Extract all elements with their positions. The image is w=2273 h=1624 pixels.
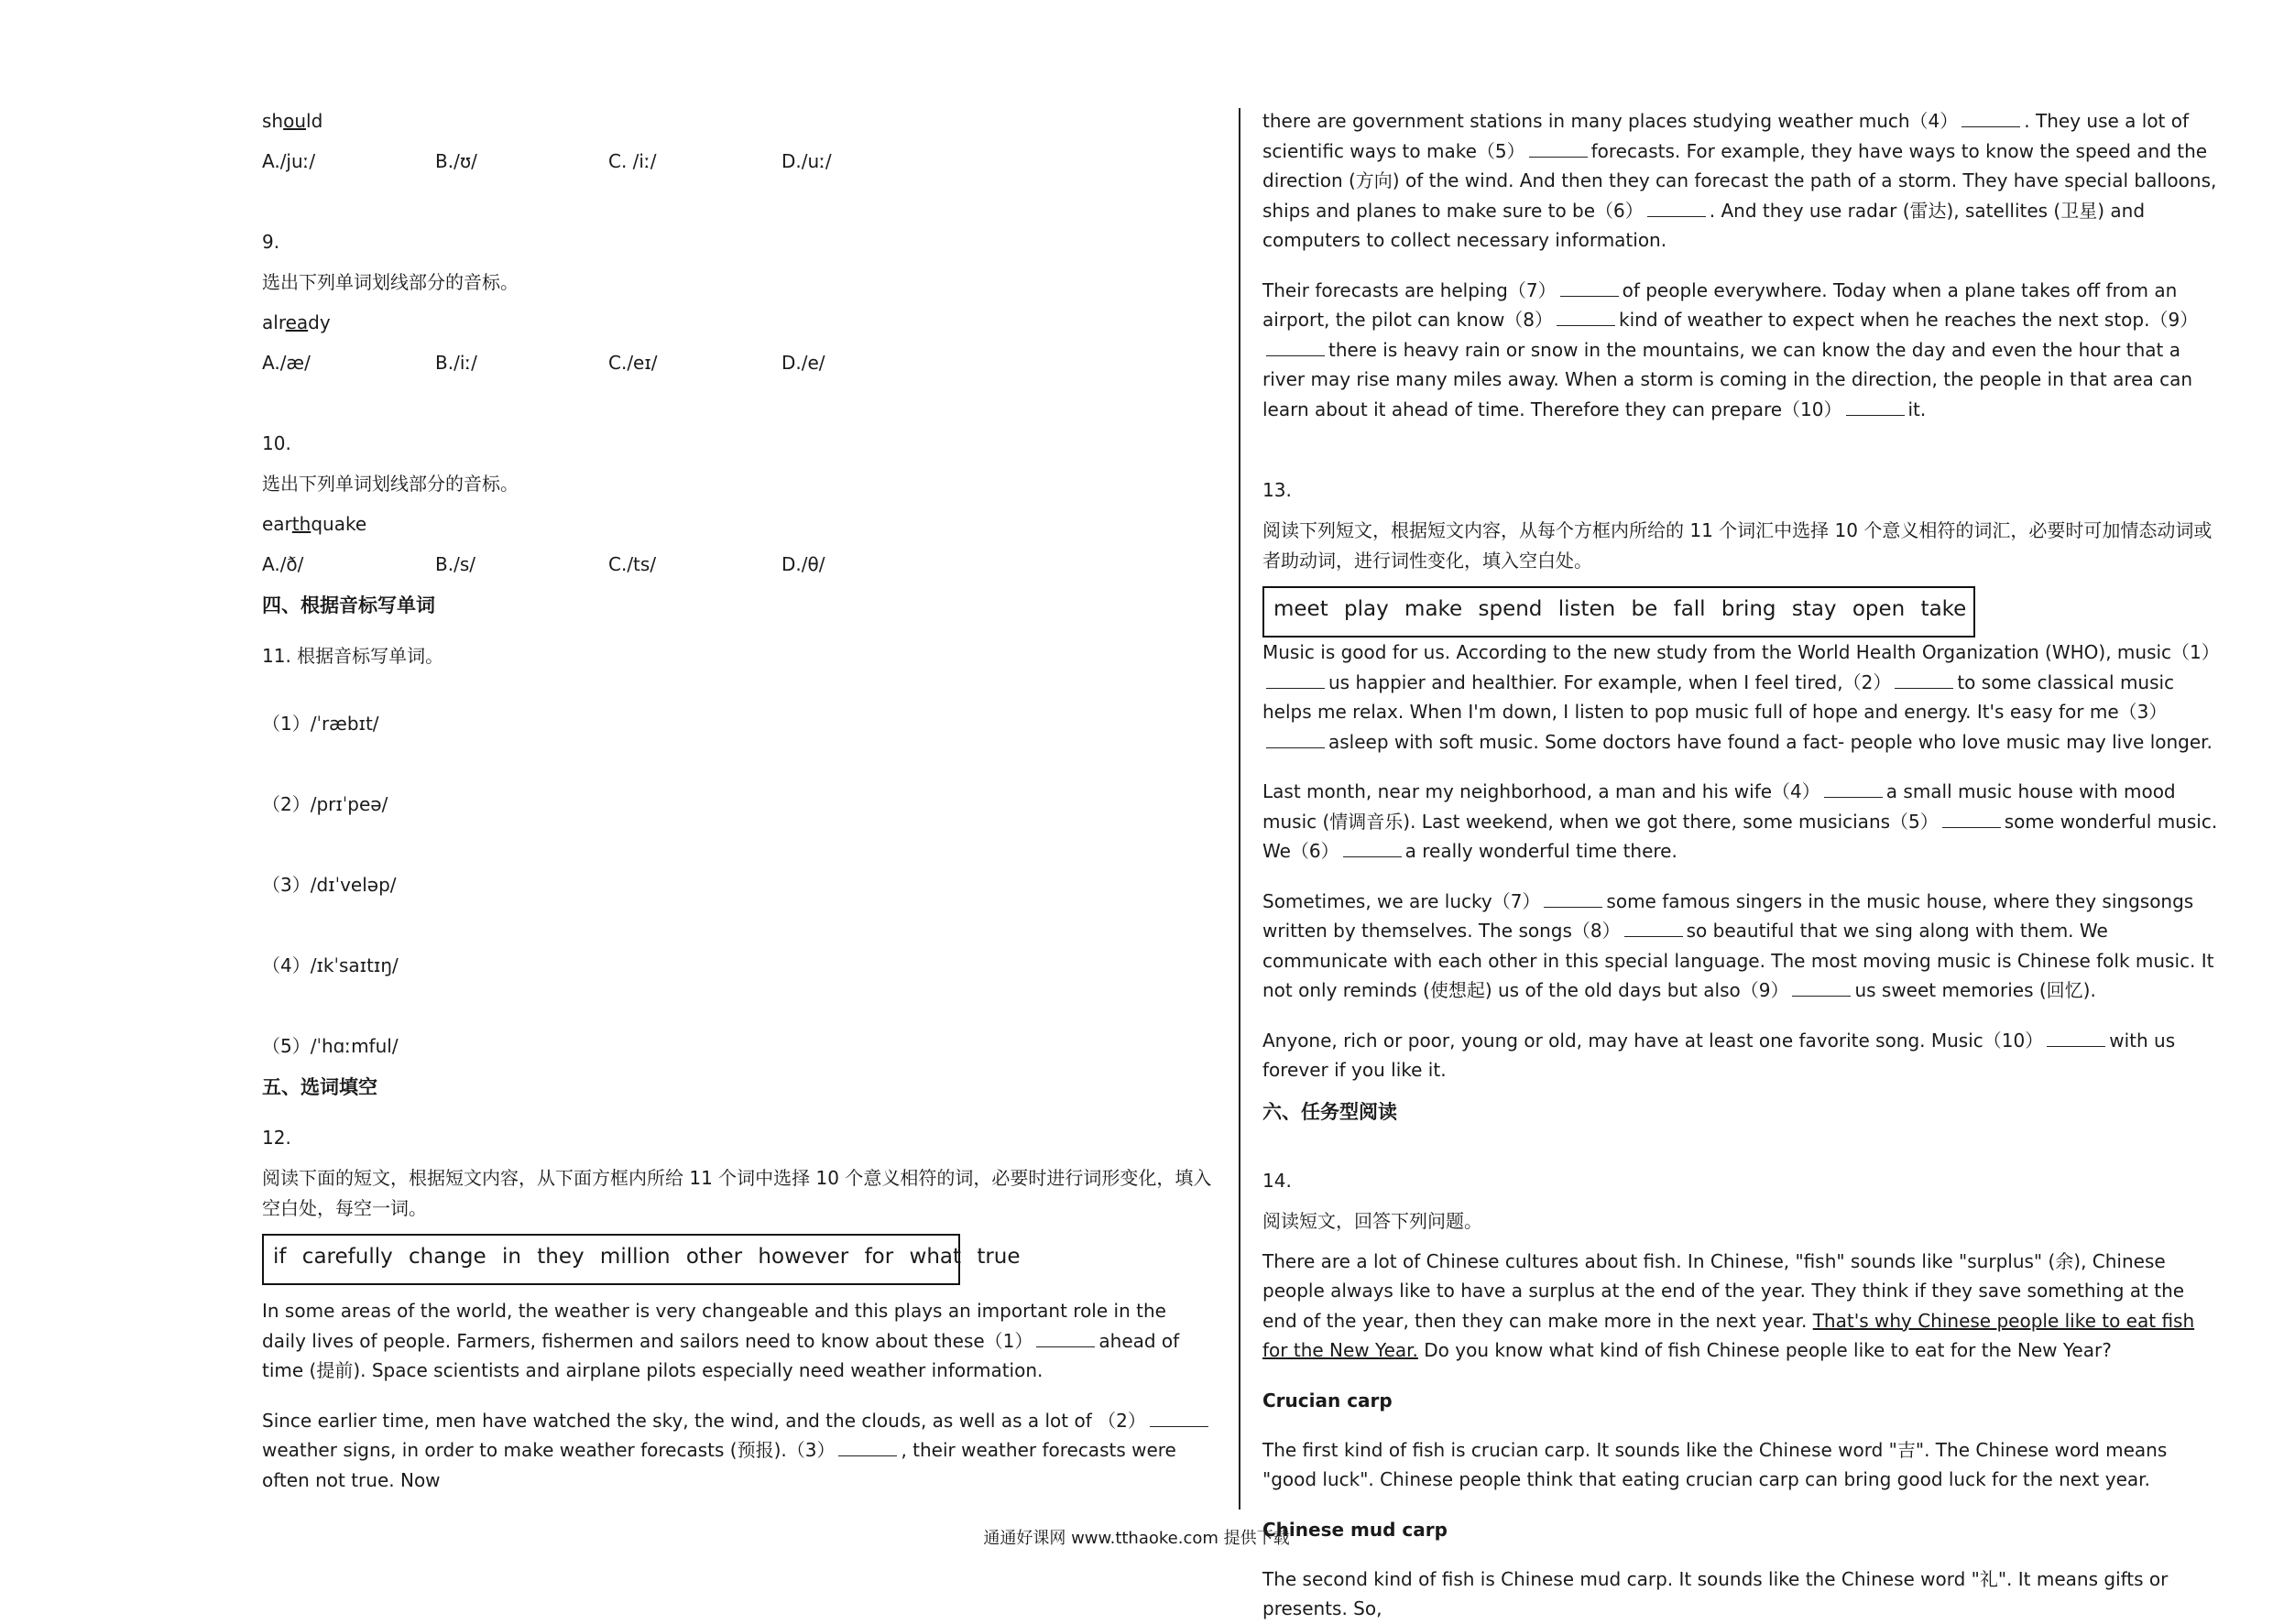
answer-blank[interactable]	[1560, 279, 1619, 297]
option: A./æ/	[262, 352, 311, 374]
q13-instruction: 阅读下列短文，根据短文内容，从每个方框内所给的 11 个词汇中选择 10 个意义相符的词汇，必要时可加情态动词或者助动词，进行词性变化，填入空白处。	[1262, 519, 2213, 572]
answer-blank[interactable]	[1150, 1410, 1208, 1427]
option: A./ð/	[262, 553, 304, 575]
answer-blank[interactable]	[1529, 140, 1588, 158]
option: D./θ/	[781, 553, 825, 575]
q10-instruction: 选出下列单词划线部分的音标。	[262, 473, 519, 495]
answer-blank[interactable]	[1266, 731, 1325, 748]
option: D./e/	[781, 352, 825, 374]
q11-item: （1）/ˈræbɪt/	[262, 713, 379, 735]
section-4-title: 四、根据音标写单词	[262, 594, 435, 616]
q12-paragraph-1: In some areas of the world, the weather is very changeable and this plays an important role in the daily lives of people. Farmers, fishermen and sailors need to know about these（1） ahead of time (提前). Space scientists and airplane pilots especially need weather information.	[262, 1300, 1180, 1381]
q11-item: （2）/prɪˈpeə/	[262, 793, 388, 815]
option: C. /iː/	[608, 150, 657, 172]
q13-number: 13.	[1262, 479, 1292, 501]
answer-blank[interactable]	[1544, 890, 1602, 908]
section-6-title: 六、任务型阅读	[1262, 1100, 1397, 1123]
q13-paragraph-2: Last month, near my neighborhood, a man and his wife（4） a small music house with mood music (情调音乐). Last weekend, when we got there, some musicians（5） some wonderful music. We（6） a really wonderful time there.	[1262, 780, 2218, 862]
column-divider	[1239, 108, 1240, 1510]
right-column	[1262, 106, 2220, 1624]
q14-subheading-1: Crucian carp	[1262, 1389, 1393, 1411]
option: C./eɪ/	[608, 352, 658, 374]
option: C./ts/	[608, 553, 657, 575]
answer-blank[interactable]	[1942, 811, 2001, 828]
option: B./ʊ/	[435, 150, 477, 172]
q13-word-box: meet play make spend listen be fall bring stay open take	[1262, 586, 1975, 638]
answer-blank[interactable]	[1266, 339, 1325, 356]
q11-item: （4）/ɪkˈsaɪtɪŋ/	[262, 954, 399, 976]
q12-instruction: 阅读下面的短文，根据短文内容，从下面方框内所给 11 个词中选择 10 个意义相符的词，必要时进行词形变化，填入空白处，每空一词。	[262, 1167, 1212, 1219]
q10-number: 10.	[262, 432, 291, 454]
answer-blank[interactable]	[1647, 200, 1706, 217]
answer-blank[interactable]	[1557, 309, 1615, 326]
answer-blank[interactable]	[838, 1439, 897, 1456]
answer-blank[interactable]	[1036, 1330, 1095, 1347]
answer-blank[interactable]	[1624, 920, 1683, 937]
q12-word-box: if carefully change in they million other however for what true	[262, 1234, 960, 1285]
q12-paragraph-2: Since earlier time, men have watched the sky, the wind, and the clouds, as well as a lot of （2）weather signs, in order to make weather forecasts (预报).（3） , their weather forecasts were often not true. Now	[262, 1406, 1215, 1496]
left-column	[262, 106, 1215, 1495]
q9-word: already	[262, 311, 331, 333]
q9-instruction: 选出下列单词划线部分的音标。	[262, 271, 519, 293]
q14-paragraph-3: The second kind of fish is Chinese mud carp. It sounds like the Chinese word "礼". It means gifts or presents. So,	[1262, 1567, 2169, 1619]
q14-paragraph-2: The first kind of fish is crucian carp. It sounds like the Chinese word "吉". The Chinese word means "good luck". Chinese people think that eating crucian carp can bring good luck for the next year.	[1262, 1438, 2168, 1490]
answer-blank[interactable]	[1846, 398, 1905, 416]
underlined-sentence: That's why Chinese people like to eat fish for the New Year.	[1262, 1309, 2195, 1361]
answer-blank[interactable]	[1895, 671, 1953, 689]
q11-item: （3）/dɪˈveləp/	[262, 874, 397, 896]
q12-paragraph-4: Their forecasts are helping（7） of people everywhere. Today when a plane takes off from an airport, the pilot can know（8） kind of weather to expect when he reaches the next stop.（9）there is heavy rain or snow in the mountains, we can know the day and even the hour that a river may rise many miles away. When a storm is coming in the direction, the people in that area can learn about it ahead of time. Therefore they can prepare（10） it.	[1262, 278, 2199, 420]
q13-paragraph-4: Anyone, rich or poor, young or old, may have at least one favorite song. Music（10） with us forever if you like it.	[1262, 1029, 2176, 1081]
q14-instruction: 阅读短文，回答下列问题。	[1262, 1209, 1482, 1232]
answer-blank[interactable]	[1343, 840, 1402, 857]
q12-number: 12.	[262, 1127, 291, 1149]
q14-number: 14.	[1262, 1169, 1292, 1192]
answer-blank[interactable]	[1962, 110, 2020, 127]
answer-blank[interactable]	[1792, 979, 1851, 997]
option: B./s/	[435, 553, 475, 575]
q9-number: 9.	[262, 231, 280, 253]
q11-title: 11. 根据音标写单词。	[262, 645, 444, 667]
q14-paragraph-1: There are a lot of Chinese cultures about fish. In Chinese, "fish" sounds like "surplus" (余), Chinese people always like to have a surplus at the end of the year. They think if they save something at the end of the year, then they can make more in the next year. That's why Chinese people like to eat fish for the New Year. Do you know what kind of fish Chinese people like to eat for the New Year?	[1262, 1249, 2195, 1361]
answer-blank[interactable]	[1266, 671, 1325, 689]
option: D./uː/	[781, 150, 832, 172]
section-5-title: 五、选词填空	[262, 1076, 377, 1098]
q8-options	[262, 147, 1215, 176]
q12-paragraph-3: there are government stations in many places studying weather much（4） . They use a lot of scientific ways to make（5） forecasts. For example, they have ways to know the speed and the direction (方向) of the wind. And then they can forecast the path of a storm. They have special balloons, ships and planes to make sure to be（6） . And they use radar (雷达), satellites (卫星) and computers to collect necessary information.	[1262, 110, 2217, 251]
q8-word: should	[262, 110, 323, 132]
option: B./iː/	[435, 352, 477, 374]
q11-item: （5）/ˈhɑːmful/	[262, 1035, 399, 1057]
page-footer: 通通好课网 www.tthaoke.com 提供下载	[983, 1529, 1290, 1548]
q9-options	[262, 348, 1215, 377]
option: A./juː/	[262, 150, 316, 172]
q13-paragraph-3: Sometimes, we are lucky（7） some famous singers in the music house, where they singsongs written by themselves. The songs（8） so beautiful that we sing along with them. We communicate with each other in this special language. The most moving music is Chinese folk music. It not only reminds (使想起) us of the old days but also（9） us sweet memories (回忆).	[1262, 889, 2214, 1001]
q14-subheading-2: Chinese mud carp	[1262, 1518, 1448, 1541]
answer-blank[interactable]	[2047, 1030, 2105, 1047]
q13-paragraph-1: Music is good for us. According to the new study from the World Health Organization (WHO), music（1）us happier and healthier. For example, when I feel tired,（2） to some classical music helps me relax. When I'm down, I listen to pop music full of hope and energy. It's easy for me（3）asleep with soft music. Some doctors have found a fact- people who love music may live longer.	[1262, 641, 2220, 753]
q10-word: earthquake	[262, 513, 367, 535]
answer-blank[interactable]	[1824, 780, 1883, 798]
q10-options	[262, 550, 1215, 579]
